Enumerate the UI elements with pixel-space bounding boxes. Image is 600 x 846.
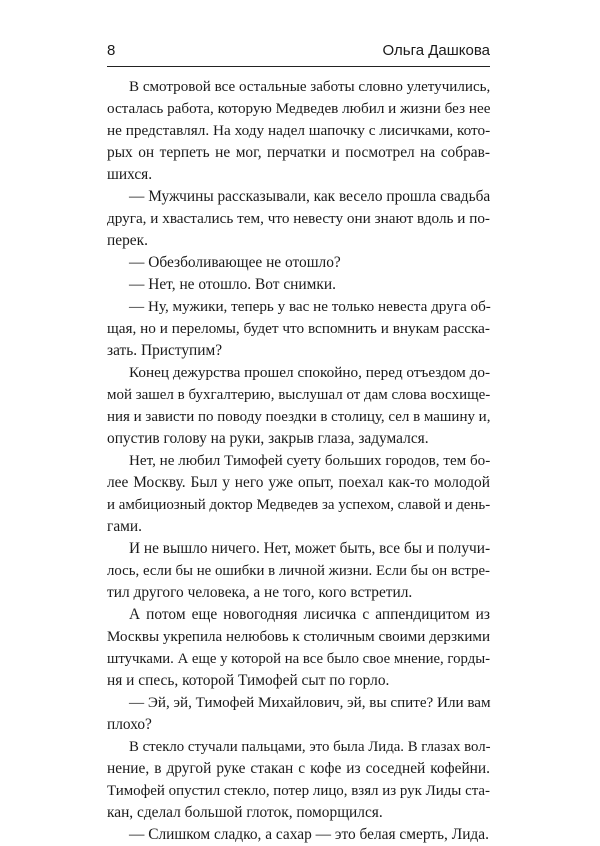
- text-line: зать. Приступим?: [107, 342, 223, 359]
- text-line: гами.: [107, 518, 142, 535]
- page-body-text: [107, 76, 490, 846]
- text-line: и амбициозный доктор Медведев за успехом, славой и день-: [107, 497, 491, 513]
- text-line: кан, сделал большой глоток, поморщился.: [107, 804, 383, 821]
- text-line: Нет, не любил Тимофей суету больших городов, тем бо-: [129, 453, 491, 469]
- text-line: ня и спесь, которой Тимофей сыт по горло.: [107, 672, 390, 689]
- text-line: не представлял. На ходу надел шапочку с лисичками, кото-: [107, 122, 491, 139]
- text-line: Конец дежурства прошел спокойно, перед отъездом до-: [129, 364, 491, 381]
- text-line: — Обезболивающее не отошло?: [129, 254, 341, 271]
- text-line: опустив голову на руки, закрыв глаза, задумался.: [107, 430, 429, 447]
- text-line: перек.: [107, 232, 148, 249]
- text-line: нение, в другой руке стакан с кофе из соседней кофейни.: [107, 760, 490, 777]
- text-line: шихся.: [107, 166, 153, 183]
- text-line: Тимофей опустил стекло, потер лицо, взял из рук Лиды ста-: [107, 783, 490, 799]
- text-line: штучками. А еще у которой на все было свое мнение, горды-: [107, 651, 491, 667]
- running-header: [107, 42, 490, 64]
- text-line: В стекло стучали пальцами, это была Лида. В глазах вол-: [129, 739, 491, 755]
- text-line: И не вышло ничего. Нет, может быть, все бы и получи-: [129, 540, 491, 557]
- text-line: В смотровой все остальные заботы словно улетучились,: [129, 79, 491, 95]
- text-line: ния и зависти по поводу поездки в столицу, сел в машину и,: [107, 409, 491, 425]
- text-line: лее Москву. Был у него уже опыт, поехал как-то молодой: [107, 474, 490, 491]
- text-line: щая, но и переломы, будет что вспомнить и внукам расска-: [107, 320, 490, 337]
- header-rule: [107, 66, 490, 67]
- author-name: Ольга Дашкова: [382, 42, 490, 59]
- text-line: — Нет, не отошло. Вот снимки.: [129, 276, 336, 293]
- text-line: плохо?: [107, 716, 152, 733]
- text-line: лось, если бы не ошибки в личной жизни. Если бы он встре-: [107, 563, 490, 579]
- text-line: друга, и хвастались тем, что невесту они знают вдоль и по-: [107, 210, 490, 227]
- text-line: — Слишком сладко, а сахар — это белая смерть, Лида.: [129, 826, 489, 843]
- text-line: — Мужчины рассказывали, как весело прошла свадьба: [129, 188, 491, 205]
- text-line: осталась работа, которую Медведев любил и жизни без нее: [107, 100, 491, 117]
- text-line: — Ну, мужики, теперь у вас не только невеста друга об-: [129, 298, 491, 315]
- text-line: тил другого человека, а не того, кого встретил.: [107, 584, 413, 601]
- text-line: Москвы укрепила нелюбовь к столичным своими дерзкими: [107, 629, 490, 645]
- text-line: мой зашел в бухгалтерию, выслушал от дам слова восхище-: [107, 387, 491, 403]
- page-number: 8: [107, 42, 116, 59]
- text-line: — Эй, эй, Тимофей Михайлович, эй, вы спите? Или вам: [129, 695, 491, 711]
- text-line: А потом еще новогодняя лисичка с аппендицитом из: [129, 606, 490, 623]
- text-line: рых он терпеть не мог, перчатки и посмотрел на собрав-: [107, 144, 490, 161]
